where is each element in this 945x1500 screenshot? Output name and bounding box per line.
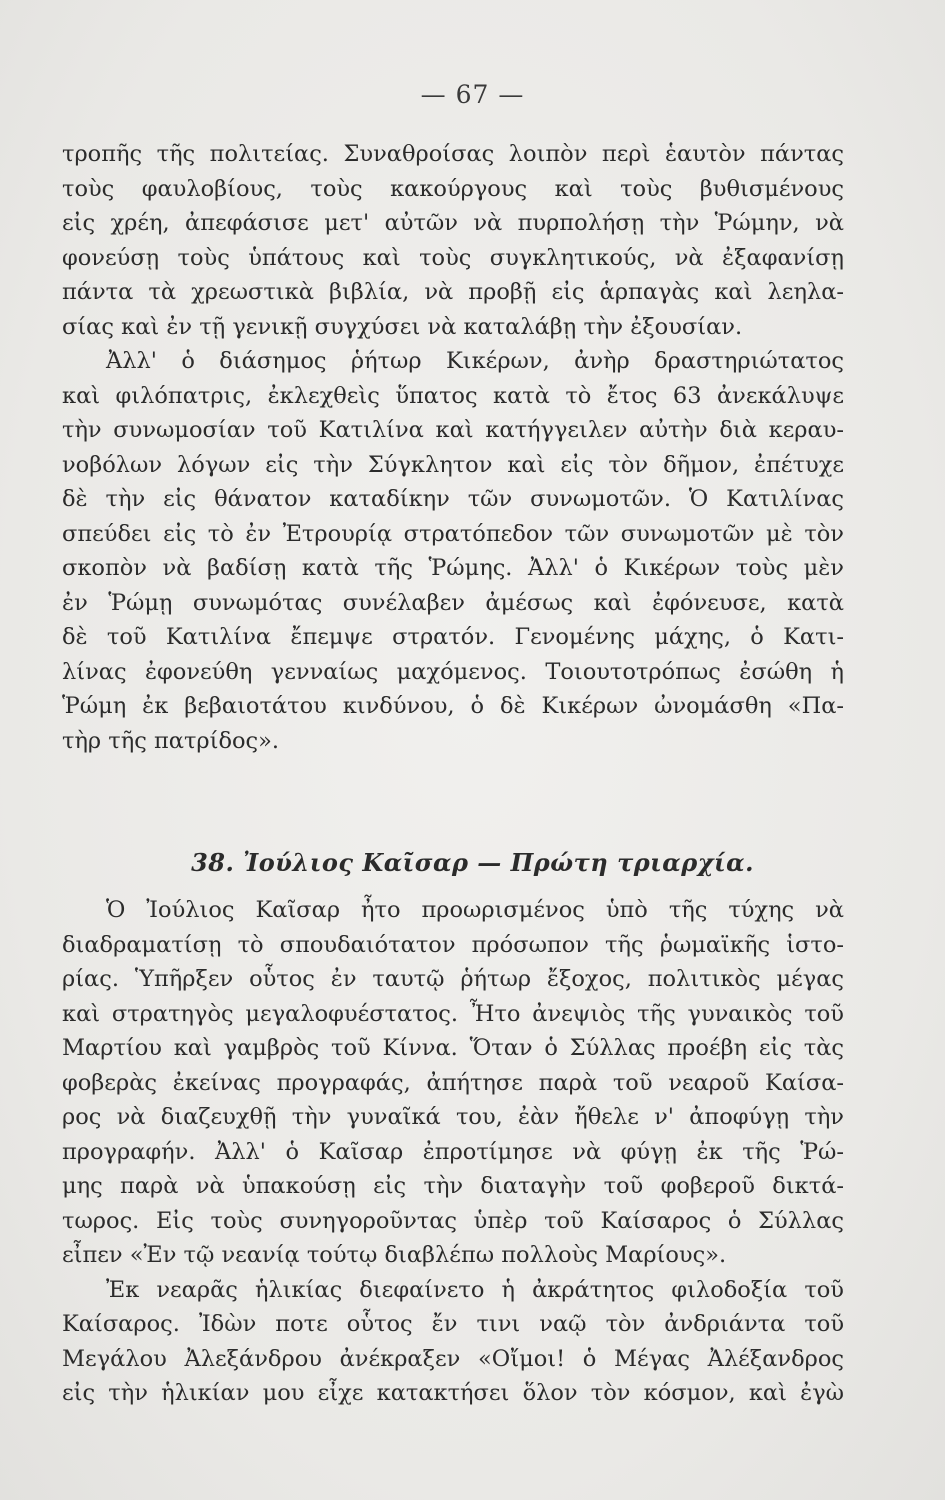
- text-line: δὲ τοῦ Κατιλίνα ἔπεμψε στρατόν. Γενομένης μάχης, ὁ Κατι-: [62, 624, 844, 650]
- page-number: — 67 —: [420, 80, 525, 109]
- text-line: ρος νὰ διαζευχθῇ τὴν γυναῖκά του, ἐὰν ἤθελε ν' ἀποφύγῃ τὴν: [62, 1104, 844, 1130]
- text-line: σκοπὸν νὰ βαδίσῃ κατὰ τῆς Ῥώμης. Ἀλλ' ὁ Κικέρων τοὺς μὲν: [62, 555, 844, 581]
- text-line: Ὁ Ἰούλιος Καῖσαρ ἦτο προωρισμένος ὑπὸ τῆς τύχης νὰ: [106, 897, 844, 923]
- text-line: εἶπεν «Ἐν τῷ νεανίᾳ τούτῳ διαβλέπω πολλοὺς Μαρίους».: [62, 1242, 727, 1268]
- text-line: φονεύσῃ τοὺς ὑπάτους καὶ τοὺς συγκλητικούς, νὰ ἐξαφανίσῃ: [62, 244, 844, 271]
- text-line: Μεγάλου Ἀλεξάνδρου ἀνέκραξεν «Οἴμοι! ὁ Μέγας Ἀλέξανδρος: [62, 1345, 844, 1372]
- text-line: τὴρ τῆς πατρίδος».: [62, 727, 280, 754]
- text-line: νοβόλων λόγων εἰς τὴν Σύγκλητον καὶ εἰς τὸν δῆμον, ἐπέτυχε: [62, 451, 844, 478]
- section-heading: 38. Ἰούλιος Καῖσαρ — Πρώτη τριαρχία.: [191, 848, 754, 877]
- text-block-bottom: [62, 893, 844, 1411]
- text-line: εἰς τὴν ἡλικίαν μου εἶχε κατακτήσει ὅλον τὸν κόσμον, καὶ ἐγὼ: [62, 1380, 844, 1406]
- text-line: Καίσαρος. Ἰδὼν ποτε οὗτος ἔν τινι ναῷ τὸν ἀνδριάντα τοῦ: [62, 1311, 844, 1337]
- text-line: τροπῆς τῆς πολιτείας. Συναθροίσας λοιπὸν περὶ ἑαυτὸν πάντας: [62, 141, 844, 167]
- text-line: καὶ στρατηγὸς μεγαλοφυέστατος. Ἦτο ἀνεψιὸς τῆς γυναικὸς τοῦ: [62, 1000, 844, 1027]
- text-line: σπεύδει εἰς τὸ ἐν Ἐτρουρίᾳ στρατόπεδον τῶν συνωμοτῶν μὲ τὸν: [62, 520, 844, 547]
- text-line: Ἐκ νεαρᾶς ἡλικίας διεφαίνετο ἡ ἀκράτητος φιλοδοξία τοῦ: [106, 1276, 844, 1303]
- text-line: ρίας. Ὑπῆρξεν οὗτος ἐν ταυτῷ ῥήτωρ ἔξοχος, πολιτικὸς μέγας: [62, 966, 844, 992]
- text-line: τὴν συνωμοσίαν τοῦ Κατιλίνα καὶ κατήγγειλεν αὐτὴν διὰ κεραυ-: [62, 417, 844, 443]
- text-line: καὶ φιλόπατρις, ἐκλεχθεὶς ὕπατος κατὰ τὸ ἔτος 63 ἀνεκάλυψε: [62, 382, 844, 409]
- text-line: φοβερὰς ἐκείνας προγραφάς, ἀπήτησε παρὰ τοῦ νεαροῦ Καίσα-: [62, 1069, 844, 1096]
- paragraph: [62, 1273, 844, 1411]
- text-line: τωρος. Εἰς τοὺς συνηγοροῦντας ὑπὲρ τοῦ Καίσαρος ὁ Σύλλας: [62, 1207, 844, 1234]
- text-line: προγραφήν. Ἀλλ' ὁ Καῖσαρ ἐπροτίμησε νὰ φύγῃ ἐκ τῆς Ῥώ-: [62, 1138, 844, 1165]
- text-line: μης παρὰ νὰ ὑπακούσῃ εἰς τὴν διαταγὴν τοῦ φοβεροῦ δικτά-: [62, 1173, 844, 1199]
- text-line: Μαρτίου καὶ γαμβρὸς τοῦ Κίννα. Ὅταν ὁ Σύλλας προέβη εἰς τὰς: [62, 1035, 844, 1061]
- text-line: δὲ τὴν εἰς θάνατον καταδίκην τῶν συνωμοτῶν. Ὁ Κατιλίνας: [62, 486, 844, 512]
- text-line: Ῥώμη ἐκ βεβαιοτάτου κινδύνου, ὁ δὲ Κικέρων ὠνομάσθη «Πα-: [62, 693, 844, 719]
- paragraph: [62, 893, 844, 1273]
- text-line: λίνας ἐφονεύθη γενναίως μαχόμενος. Τοιουτοτρόπως ἐσώθη ἡ: [62, 658, 844, 685]
- text-line: τοὺς φαυλοβίους, τοὺς κακούργους καὶ τοὺς βυθισμένους: [62, 175, 844, 202]
- text-line: διαδραματίσῃ τὸ σπουδαιότατον πρόσωπον τῆς ῥωμαϊκῆς ἱστο-: [62, 931, 844, 958]
- text-line: ἐν Ῥώμῃ συνωμότας συνέλαβεν ἀμέσως καὶ ἐφόνευσε, κατὰ: [62, 589, 844, 616]
- text-line: εἰς χρέη, ἀπεφάσισε μετ' αὐτῶν νὰ πυρπολήσῃ τὴν Ῥώμην, νὰ: [62, 210, 844, 236]
- text-block-top: [62, 137, 844, 758]
- paragraph: [62, 137, 844, 344]
- paragraph: [62, 344, 844, 758]
- text-line: Ἀλλ' ὁ διάσημος ῥήτωρ Κικέρων, ἀνὴρ δραστηριώτατος: [106, 348, 844, 374]
- text-line: σίας καὶ ἐν τῇ γενικῇ συγχύσει νὰ καταλάβῃ τὴν ἐξουσίαν.: [62, 313, 743, 340]
- text-line: πάντα τὰ χρεωστικὰ βιβλία, νὰ προβῇ εἰς ἁρπαγὰς καὶ λεηλα-: [62, 279, 844, 305]
